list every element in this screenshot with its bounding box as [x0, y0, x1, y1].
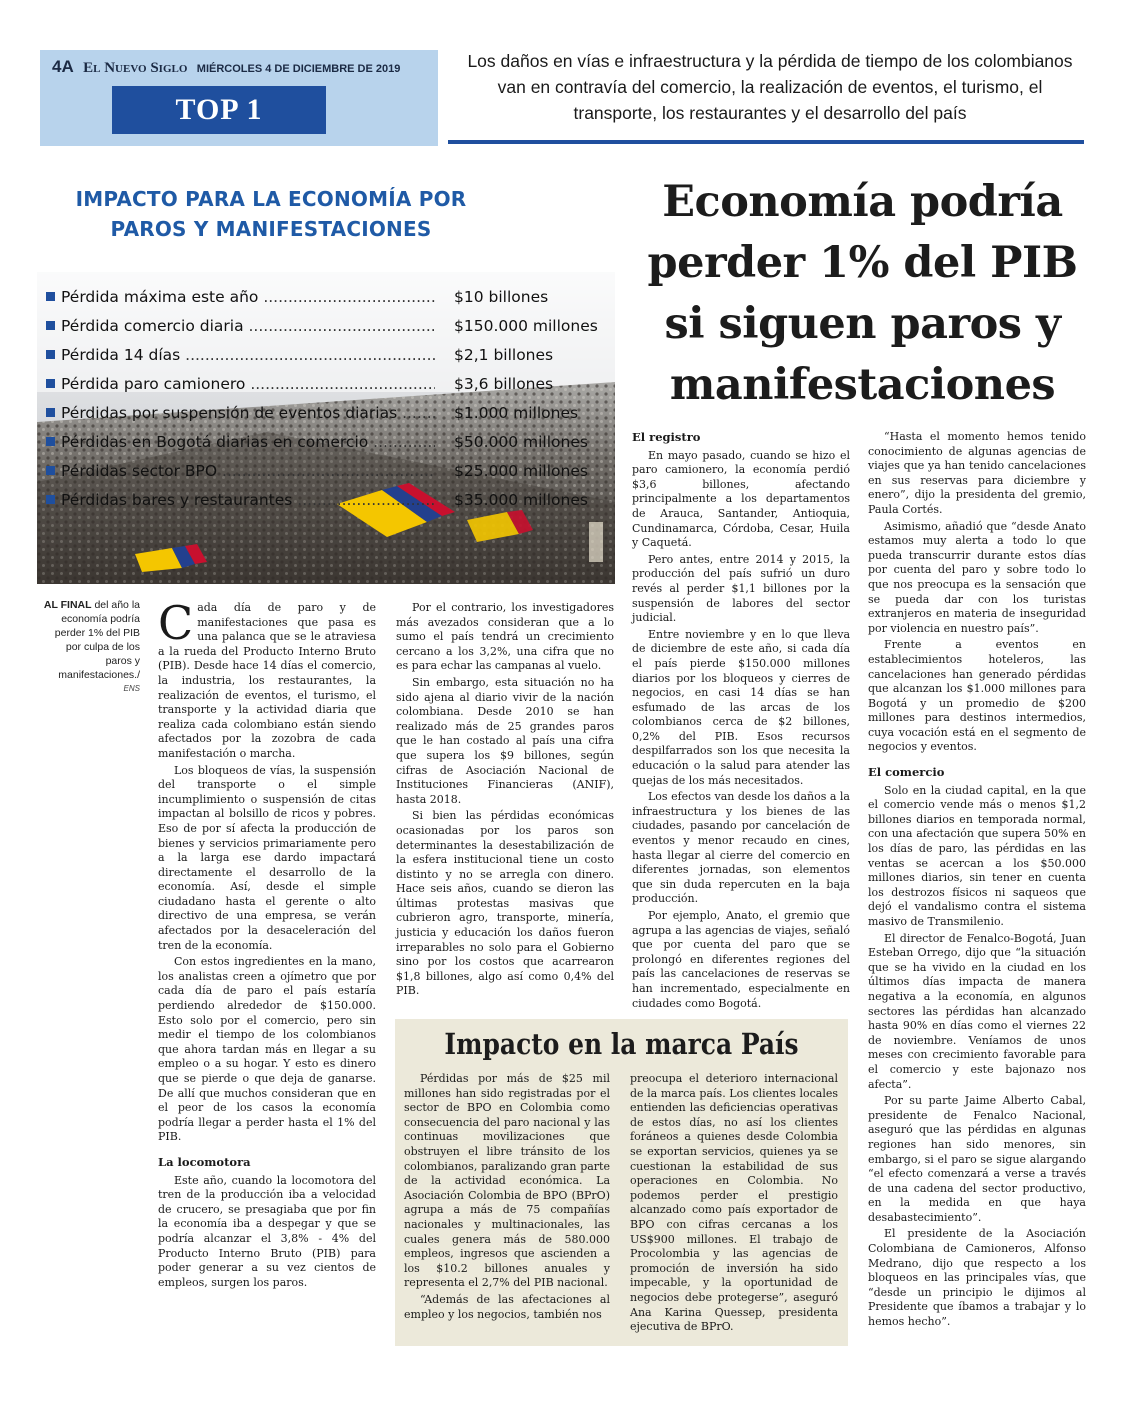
- page-number: 4A: [52, 57, 74, 76]
- subheading: La locomotora: [158, 1154, 251, 1169]
- row-label: Pérdidas en Bogotá diarias en comercio .....: [61, 433, 435, 451]
- row-label: Pérdida paro camionero .....: [61, 375, 435, 393]
- row-value: $25.000 millones: [454, 461, 588, 480]
- row-label: Pérdida 14 días .....: [61, 346, 435, 364]
- issue-date: MIÉRCOLES 4 DE DICIEMBRE DE 2019: [196, 63, 401, 75]
- paragraph: Este año, cuando la locomotora del tren de la producción iba a velocidad de crucero, se presagiaba que por fin la economía iba a despegar y que se podría alcanzar el 3,8% - 4% del Producto Interno Bruto (PIB) para poder generar a su vez cientos de empleos, surgen los paros.: [158, 1173, 376, 1289]
- subheading: El comercio: [868, 765, 945, 780]
- header-rule: [448, 140, 1084, 144]
- infographic-row: [46, 282, 616, 311]
- paragraph: preocupa el deterioro internacional de la marca país. Los clientes locales entienden las deficiencias operativas de estos días, no así los clientes foráneos a quienes desde Colombia se exportan servicios, quienes ya se cuestionan la estabilidad de sus operaciones en Colombia. No podemos perder el prestigio alcanzado como país exportador de BPO con cifras cercanas a los US$900 millones. El trabajo de Procolombia y las agencias de promoción de inversión ha sido impecable, y la oportunidad de negocios debe protegerse”, aseguró Ana Karina Quessep, presidenta ejecutiva de BPrO.: [630, 1072, 838, 1334]
- row-label: Pérdidas bares y restaurantes .....: [61, 491, 435, 509]
- sidebar-column-1: [404, 1072, 610, 1324]
- infographic-row: [46, 427, 616, 456]
- row-label: Pérdida máxima este año .....: [61, 288, 435, 306]
- section-badge: TOP 1: [112, 86, 326, 134]
- paragraph: “Además de las afectaciones al empleo y los negocios, también nos: [404, 1292, 610, 1321]
- subheading: El registro: [632, 430, 701, 444]
- sidebar-column-2: [630, 1072, 838, 1337]
- article-column-2: [396, 601, 614, 1001]
- caption-text: del año la economía podría perder 1% del PIB por culpa de los paros y manifestaciones./: [54, 599, 140, 681]
- paragraph: Asimismo, añadió que “desde Anato estamos muy alerta a todo lo que pueda transcurrir durante estos días por cuenta del paro y sobre todo lo que nos preocupa es la sensación que se pueda dar con los turistas extranjeros en materia de inseguridad por violencia en nuestro país”.: [868, 519, 1086, 635]
- paragraph: Si bien las pérdidas económicas ocasionadas por los paros son determinantes la desestabilización de la esfera institucional tiene un costo distinto y no se arregla con dinero. Hace seis años, cuando se dieron las últimas protestas masivas que cubrieron agro, transporte, minería, justicia y educación los daños fueron irreparables no solo para el Gobierno sino por los costos que acarrearon $1,8 billones, algo así como 0,4% del PIB.: [396, 809, 614, 998]
- row-label: Pérdidas sector BPO .....: [61, 462, 435, 480]
- row-value: $150.000 millones: [454, 316, 598, 335]
- paragraph-text: ada día de paro y de manifestaciones que pasa es una palanca que se le atraviesa a la rueda del Producto Interno Bruto (PIB). Desde hace 14 días el comercio, la industria, los restaurantes, la realización de eventos, el turismo, el transporte y la actividad diaria que realiza cada colombiano están siendo afectados por la zozobra de cada manifestación o marcha.: [158, 601, 376, 760]
- paragraph: Por ejemplo, Anato, el gremio que agrupa a las agencias de viajes, señaló que por cuenta del paro que se prolongó en diferentes regiones del país las cancelaciones de reservas se han incrementado, especialmente en ciudades como Bogotá.: [632, 909, 850, 1010]
- sidebar-title: Impacto en la marca País: [444, 1027, 799, 1061]
- infographic-list: [46, 282, 616, 514]
- paragraph: Pérdidas por más de $25 mil millones han sido registradas por el sector de BPO en Colombia como consecuencia del paro nacional y las continuas movilizaciones que obstruyen el libre tránsito de los colombianos, paralizando gran parte de la actividad económica. La Asociación Colombia de BPO (BPrO) agrupa a más de 75 compañías nacionales y multinacionales, las cuales genera más de 580.000 empleos, ingresos que ascienden a los $10.2 billones anuales y representa el 2,7% del PIB nacional.: [404, 1072, 610, 1290]
- infographic-row: [46, 485, 616, 514]
- paragraph: Por el contrario, los investigadores más avezados consideran que a lo sumo el país tendrá un crecimiento cercano a los 3,2%, una cifra que no es para echar las campanas al vuelo.: [396, 601, 614, 673]
- article-column-1: [158, 596, 376, 1292]
- paragraph: Los bloqueos de vías, la suspensión del transporte o el simple incumplimiento o suspensión de citas impactan al bolsillo de ricos y pobres. Eso de por sí afecta la producción de bienes y servicios primariamente pero a la larga ese dardo impactará directamente el desarrollo de la economía. Así, desde el simple ciudadano hasta el gerente o alto directivo de una empresa, se verán afectados por la desaceleración del tren de la economía.: [158, 763, 376, 952]
- paragraph: Por su parte Jaime Alberto Cabal, presidente de Fenalco Nacional, aseguró que las pérdidas en algunas regiones han sido menores, sin embargo, si el paro se sigue alargando “el efecto comenzará a verse a través de una cadena del sector productivo, en la medida en que haya desabastecimiento”.: [868, 1094, 1086, 1224]
- paragraph: Con estos ingredientes en la mano, los analistas creen a ojímetro que por cada día de paro el país estaría perdiendo alrededor de $150.000. Esto solo por el comercio, pero sin medir el tiempo de los colombianos que ahora tardan más en llegar a su empleo o a su hogar. Y esto es dinero que se pierde o que deja de ganarse. De allí que muchos consideran que en el peor de los casos la economía podría llegar a perder hasta el 1% del PIB.: [158, 955, 376, 1144]
- infographic-row: [46, 340, 616, 369]
- infographic-row: [46, 311, 616, 340]
- row-label: Pérdida comercio diaria .....: [61, 317, 435, 335]
- paragraph: El presidente de la Asociación Colombiana de Camioneros, Alfonso Medrano, dijo que respecto a los bloqueos en las principales vías, que “desde un principio le dijimos al Presidente que íbamos a trabajar y lo hemos hecho”.: [868, 1227, 1086, 1329]
- bullet-square-icon: [46, 437, 55, 446]
- paragraph: “Hasta el momento hemos tenido conocimiento de algunas agencias de viajes que ya han tenido cancelaciones en sus reservas para diciembre y enero”, dijo la presidenta del gremio, Paula Cortés.: [868, 430, 1086, 516]
- header-summary: Los daños en vías e infraestructura y la pérdida de tiempo de los colombianos van en contravía del comercio, la realización de eventos, el turismo, el transporte, los restaurantes y el desarrollo del país: [467, 51, 1073, 123]
- row-value: $50.000 millones: [454, 432, 588, 451]
- paragraph: Pero antes, entre 2014 y 2015, la producción del país sufrió un duro revés al perder $1,1 billones por la suspensión de labores del sector judicial.: [632, 552, 850, 625]
- bullet-square-icon: [46, 321, 55, 330]
- paragraph: El director de Fenalco-Bogotá, Juan Esteban Orrego, dijo que “la situación que se ha vivido en la ciudad en los últimos días impacta de manera negativa a la economía, en algunos sectores las pérdidas han alcanzado hasta 90% en días como el viernes 22 de noviembre. Veníamos de unos meses con crecimiento favorable para el comercio y este bajonazo nos afecta”.: [868, 931, 1086, 1091]
- infographic-row: [46, 398, 616, 427]
- bullet-square-icon: [46, 292, 55, 301]
- row-value: $3,6 billones: [454, 374, 554, 393]
- article-column-3: [632, 430, 850, 1013]
- bullet-square-icon: [46, 495, 55, 504]
- article-column-4: [868, 430, 1086, 1332]
- row-value: $35.000 millones: [454, 490, 588, 509]
- infographic-title: IMPACTO PARA LA ECONOMÍA POR PAROS Y MANIFESTACIONES: [75, 187, 467, 241]
- row-value: $1.000 millones: [454, 403, 579, 422]
- photo-credit: ENS: [123, 684, 140, 693]
- page-header-line: [52, 57, 432, 77]
- photo-caption: [40, 598, 140, 696]
- caption-lead: AL FINAL: [43, 599, 92, 611]
- paragraph: Solo en la ciudad capital, en la que el comercio vende más o menos $1,2 billones diarios en temporada normal, con una afectación que supera 50% en los días de paro, las pérdidas en las ventas se acercan a los $50.000 millones diarios, sin tener en cuenta los destrozos físicos ni saqueos que dejó el vandalismo contra el sistema masivo de Transmilenio.: [868, 783, 1086, 928]
- paragraph: Frente a eventos en establecimientos hoteleros, las cancelaciones han generado pérdidas que alcanzan los $1.000 millones para Bogotá y un promedio de $200 millones para destinos intermedios, cuya vocación está en el segmento de negocios y eventos.: [868, 638, 1086, 754]
- paragraph: Los efectos van desde los daños a la infraestructura y los bienes de las ciudades, pasando por cancelación de eventos y menor recaudo en cines, hasta llegar al cierre del comercio en diferentes jornadas, son elementos que sin duda repercuten en la baja producción.: [632, 790, 850, 906]
- bullet-square-icon: [46, 350, 55, 359]
- infographic-row: [46, 369, 616, 398]
- bullet-square-icon: [46, 379, 55, 388]
- row-value: $2,1 billones: [454, 345, 554, 364]
- paragraph: Entre noviembre y en lo que lleva de diciembre de este año, si cada día el país pierde $150.000 millones diarios por los bloqueos y cierres de negocios, en casi 14 días se han esfumado de las arcas de los colombianos cerca de $2 billones, 0,2% del PIB. Esos recursos despilfarrados son los que necesita la educación o la salud para atender las quejas de los más necesitados.: [632, 627, 850, 787]
- drop-cap: C: [158, 596, 194, 650]
- bullet-square-icon: [46, 408, 55, 417]
- infographic-row: [46, 456, 616, 485]
- article-headline: Economía podría perder 1% del PIB si siguen paros y manifestaciones: [647, 177, 1078, 410]
- bullet-square-icon: [46, 466, 55, 475]
- row-label: Pérdidas por suspensión de eventos diarias .....: [61, 404, 435, 422]
- paragraph: Sin embargo, esta situación no ha sido ajena al diario vivir de la nación colombiana. Desde 2010 se han realizado más de 25 grandes paros que le han costado al país una cifra que supera los $9 billones, según cifras de Asociación Nacional de Instituciones Financieras (ANIF), hasta 2018.: [396, 675, 614, 806]
- row-value: $10 billones: [454, 287, 549, 306]
- paragraph: [158, 596, 376, 762]
- newspaper-name: El Nuevo Siglo: [83, 60, 188, 76]
- paragraph: En mayo pasado, cuando se hizo el paro camionero, la economía perdió $3,6 billones, afectando principalmente a los departamentos de Arauca, Santander, Antioquia, Cundinamarca, Córdoba, Cesar, Huila y Caquetá.: [632, 448, 850, 550]
